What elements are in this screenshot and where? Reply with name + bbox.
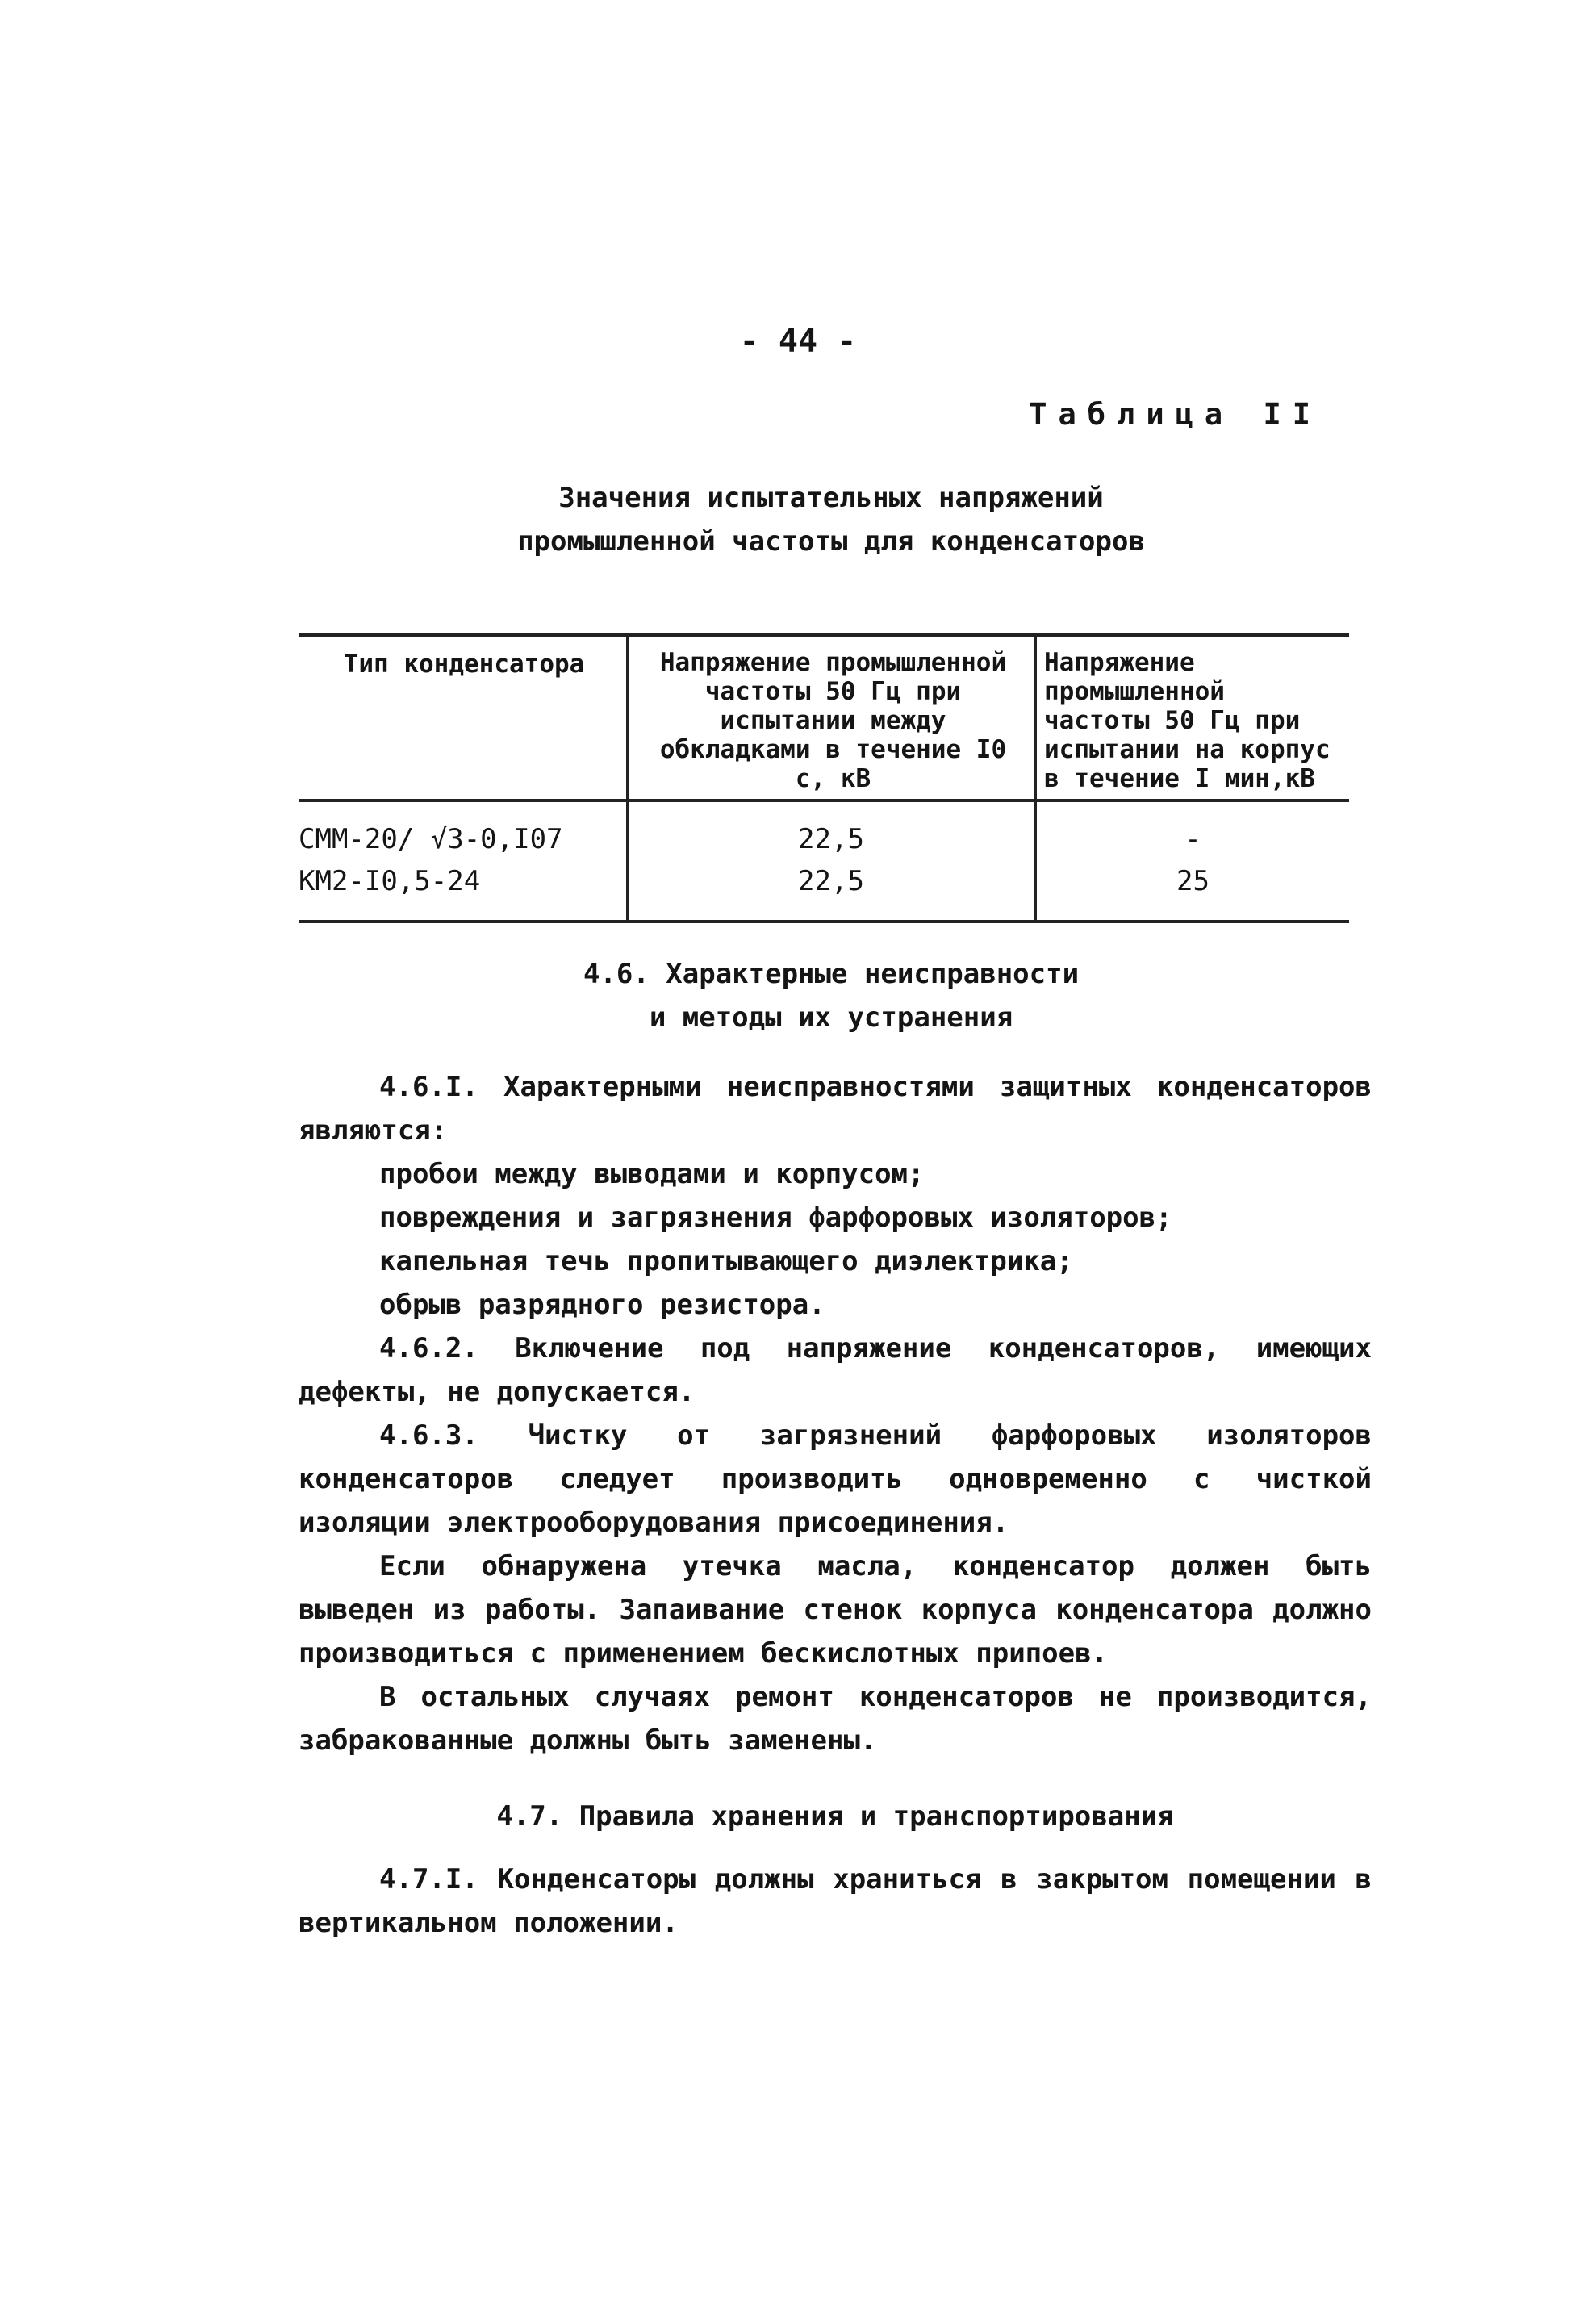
paragraph-4-7-1: 4.7.I. Конденсаторы должны храниться в закрытом помещении в вертикальном положении. <box>299 1863 1372 1939</box>
section-title-line: 4.6. Характерные неисправности <box>583 958 1080 990</box>
table-cell-plate-voltage: 22,5 <box>798 865 864 897</box>
table-title-line: Значения испытательных напряжений <box>558 482 1104 514</box>
paragraph-4-6-2: 4.6.2. Включение под напряжение конденсаторов, имеющих дефекты, не допускается. <box>299 1332 1372 1408</box>
list-item: обрыв разрядного резистора. <box>379 1289 825 1321</box>
list-item: пробои между выводами и корпусом; <box>379 1158 925 1190</box>
header-voltage-between-plates: Напряжение промышленной частоты 50 Гц при испытании между обкладками в течение I0 с, кВ <box>659 648 1007 793</box>
document-body <box>299 1065 1372 1945</box>
section-title-line: и методы их устранения <box>649 1001 1013 1034</box>
table-cell-case-voltage: - <box>1184 823 1201 855</box>
table-top-rule <box>299 633 1349 637</box>
header-capacitor-type: Тип конденсатора <box>343 650 585 679</box>
paragraph-other-cases: В остальных случаях ремонт конденсаторов не производится, забракованные должны быть заменены. <box>299 1681 1372 1757</box>
table-bottom-rule <box>299 920 1349 923</box>
page-number: - 44 - <box>739 323 857 360</box>
table-column-divider <box>626 633 629 923</box>
table-cell-case-voltage: 25 <box>1176 865 1210 897</box>
paragraph-4-6-1: 4.6.I. Характерными неисправностями защитных конденсаторов являются: <box>299 1071 1372 1147</box>
section-4-6-title <box>0 952 1596 1039</box>
paragraph-4-6-3: 4.6.3. Чистку от загрязнений фарфоровых изоляторов конденсаторов следует производить одновременно с чисткой изоляции электрооборудования присоединения. <box>299 1419 1372 1539</box>
paragraph-oil-leak: Если обнаружена утечка масла, конденсатор должен быть выведен из работы. Запаивание стенок корпуса конденсатора должно производиться с применением бескислотных припоев. <box>299 1550 1372 1670</box>
table-cell-type: СММ-20/ √3-0,I07 <box>299 823 563 855</box>
header-voltage-to-case: Напряжение промышленной частоты 50 Гц при испытании на корпус в течение I мин,кВ <box>1044 648 1331 793</box>
list-item: повреждения и загрязнения фарфоровых изоляторов; <box>379 1202 1172 1234</box>
section-4-7-title: 4.7. Правила хранения и транспортирования <box>496 1800 1174 1833</box>
table-number: Таблица II <box>1029 397 1322 432</box>
table-cell-type: КМ2-I0,5-24 <box>299 865 481 897</box>
table-title-line: промышленной частоты для конденсаторов <box>517 525 1145 558</box>
table-title <box>0 476 1596 563</box>
table-cell-plate-voltage: 22,5 <box>798 823 864 855</box>
capacitor-test-voltage-table <box>299 633 1349 926</box>
list-item: капельная течь пропитывающего диэлектрика; <box>379 1245 1073 1277</box>
table-header-rule <box>299 799 1349 802</box>
